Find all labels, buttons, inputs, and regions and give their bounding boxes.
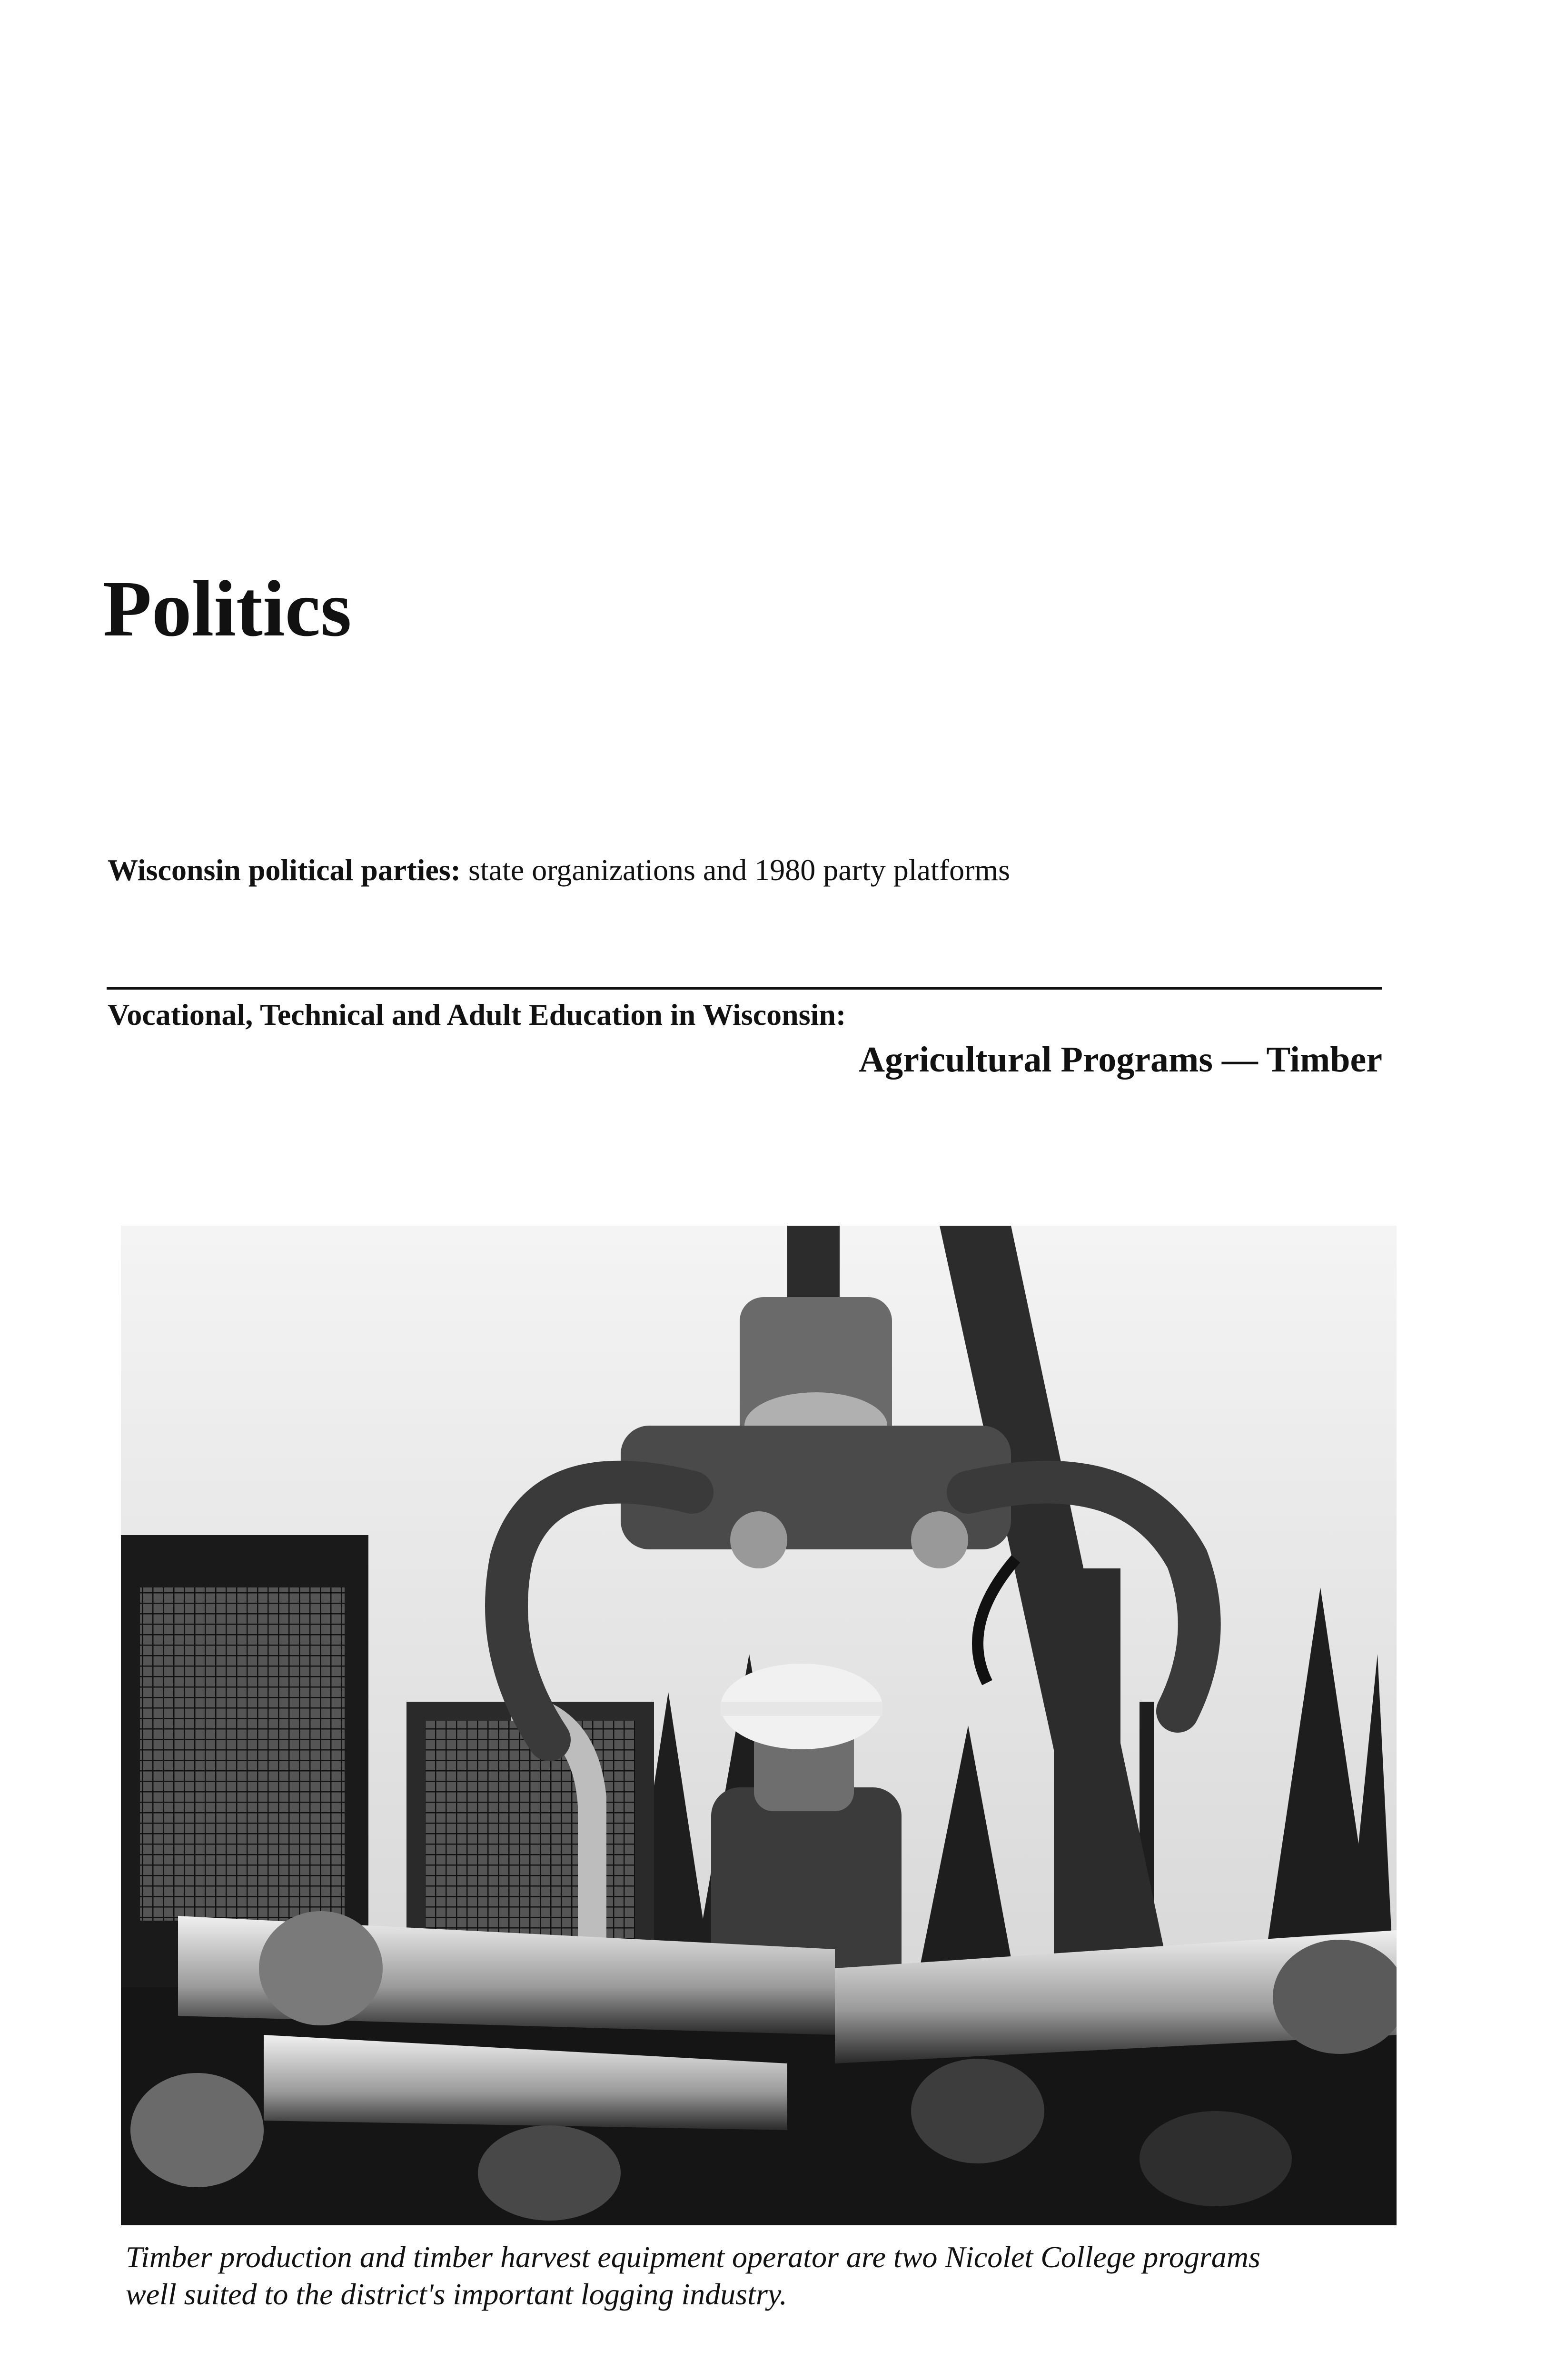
photo-caption xyxy=(126,2239,1401,2313)
section-heading: Vocational, Technical and Adult Education in Wisconsin: xyxy=(108,998,846,1031)
horizontal-rule xyxy=(107,987,1382,990)
photo-illustration xyxy=(121,1226,1397,2225)
subtitle-bold-lead: Wisconsin political parties: xyxy=(108,853,461,887)
subtitle-text: state organizations and 1980 party platforms xyxy=(460,853,1011,887)
section-subtitle xyxy=(108,853,1010,887)
log-loader-photo xyxy=(121,1226,1397,2225)
caption-line-2: well suited to the district's important logging industry. xyxy=(126,2277,787,2311)
page-title: Politics xyxy=(103,565,352,653)
caption-line-1: Timber production and timber harvest equipment operator are two Nicolet College programs xyxy=(126,2240,1260,2274)
program-heading: Agricultural Programs — Timber xyxy=(859,1040,1382,1080)
log-pile xyxy=(121,1911,1397,2225)
